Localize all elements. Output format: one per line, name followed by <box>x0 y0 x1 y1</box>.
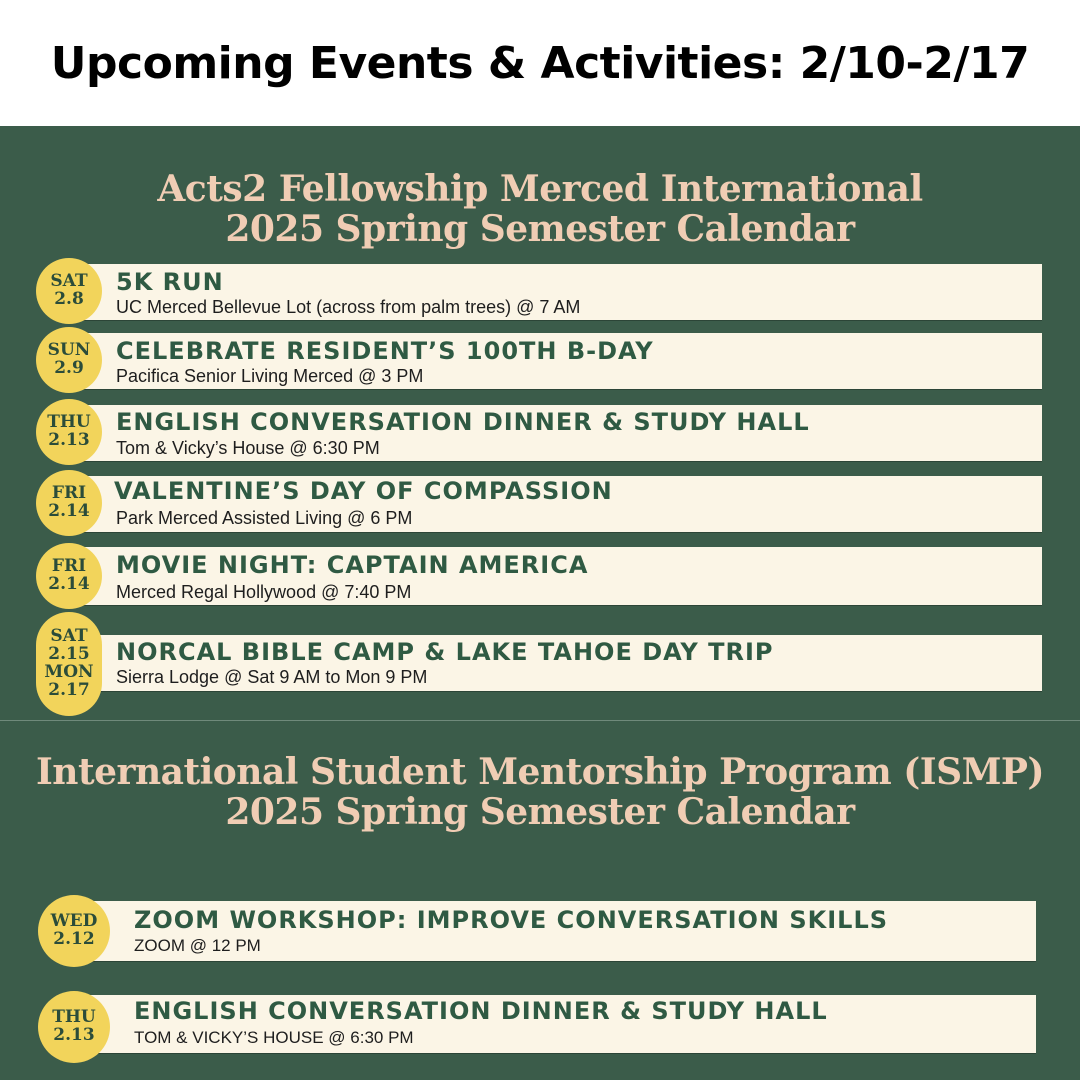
date-badge <box>36 399 102 465</box>
ismp-calendar-title <box>0 753 1080 832</box>
badge-day: FRI <box>51 483 87 504</box>
date-range-badge <box>36 612 102 716</box>
event-row <box>90 995 1036 1053</box>
event-row <box>72 405 1042 461</box>
event-detail: ZOOM @ 12 PM <box>134 936 261 955</box>
event-title: 5K RUN <box>116 268 224 296</box>
event-row <box>72 333 1042 389</box>
badge-date: 2.14 <box>48 501 90 521</box>
event-row <box>72 635 1042 691</box>
event-title: ZOOM WORKSHOP: IMPROVE CONVERSATION SKILLS <box>134 906 889 934</box>
page-title: Upcoming Events & Activities: 2/10-2/17 <box>50 37 1030 89</box>
acts2-calendar-title <box>0 170 1080 249</box>
badge-date: 2.12 <box>53 929 95 949</box>
date-badge <box>38 895 110 967</box>
badge-day: THU <box>47 412 91 433</box>
date-badge <box>36 327 102 393</box>
event-detail: Merced Regal Hollywood @ 7:40 PM <box>116 582 412 602</box>
ismp-title-line2: 2025 Spring Semester Calendar <box>225 790 855 833</box>
badge-date-end: 2.17 <box>48 679 90 700</box>
badge-date: 2.9 <box>54 358 84 378</box>
date-badge <box>36 258 102 324</box>
badge-day: WED <box>50 911 98 932</box>
badge-day: THU <box>52 1007 96 1028</box>
date-badge <box>38 991 110 1063</box>
date-badge <box>36 470 102 536</box>
badge-day-end: MON <box>44 662 94 682</box>
ismp-calendar-panel <box>0 721 1080 1080</box>
badge-date: 2.13 <box>53 1025 95 1045</box>
badge-date: 2.15 <box>48 644 90 665</box>
event-title: ENGLISH CONVERSATION DINNER & STUDY HALL <box>116 408 810 436</box>
badge-day: SAT <box>50 626 88 647</box>
badge-date: 2.14 <box>48 574 90 594</box>
event-detail: UC Merced Bellevue Lot (across from palm trees) @ 7 AM <box>116 297 581 317</box>
event-title: NORCAL BIBLE CAMP & LAKE TAHOE DAY TRIP <box>116 638 774 666</box>
event-title: VALENTINE’S DAY OF COMPASSION <box>114 477 613 505</box>
page-header <box>0 0 1080 126</box>
acts2-title-line2: 2025 Spring Semester Calendar <box>225 207 855 250</box>
event-title: ENGLISH CONVERSATION DINNER & STUDY HALL <box>134 997 828 1025</box>
event-row <box>72 547 1042 605</box>
event-detail: TOM & VICKY’S HOUSE @ 6:30 PM <box>134 1028 414 1047</box>
badge-day: SAT <box>50 271 88 292</box>
event-detail: Tom & Vicky’s House @ 6:30 PM <box>116 438 380 458</box>
date-badge <box>36 543 102 609</box>
badge-day: FRI <box>51 556 87 577</box>
event-row <box>90 901 1036 961</box>
badge-date: 2.8 <box>54 289 84 309</box>
event-detail: Sierra Lodge @ Sat 9 AM to Mon 9 PM <box>116 667 428 687</box>
ismp-title-line1: International Student Mentorship Program (ISMP) <box>35 751 1045 793</box>
event-title: MOVIE NIGHT: CAPTAIN AMERICA <box>116 551 589 579</box>
event-row <box>72 264 1042 320</box>
badge-date: 2.13 <box>48 430 90 450</box>
acts2-title-line1: Acts2 Fellowship Merced International <box>157 168 923 210</box>
badge-day: SUN <box>47 340 91 361</box>
acts2-calendar-panel <box>0 126 1080 720</box>
event-detail: Pacifica Senior Living Merced @ 3 PM <box>116 366 424 386</box>
event-row <box>72 476 1042 532</box>
event-title: CELEBRATE RESIDENT’S 100TH B-DAY <box>116 337 654 365</box>
event-detail: Park Merced Assisted Living @ 6 PM <box>116 508 413 528</box>
